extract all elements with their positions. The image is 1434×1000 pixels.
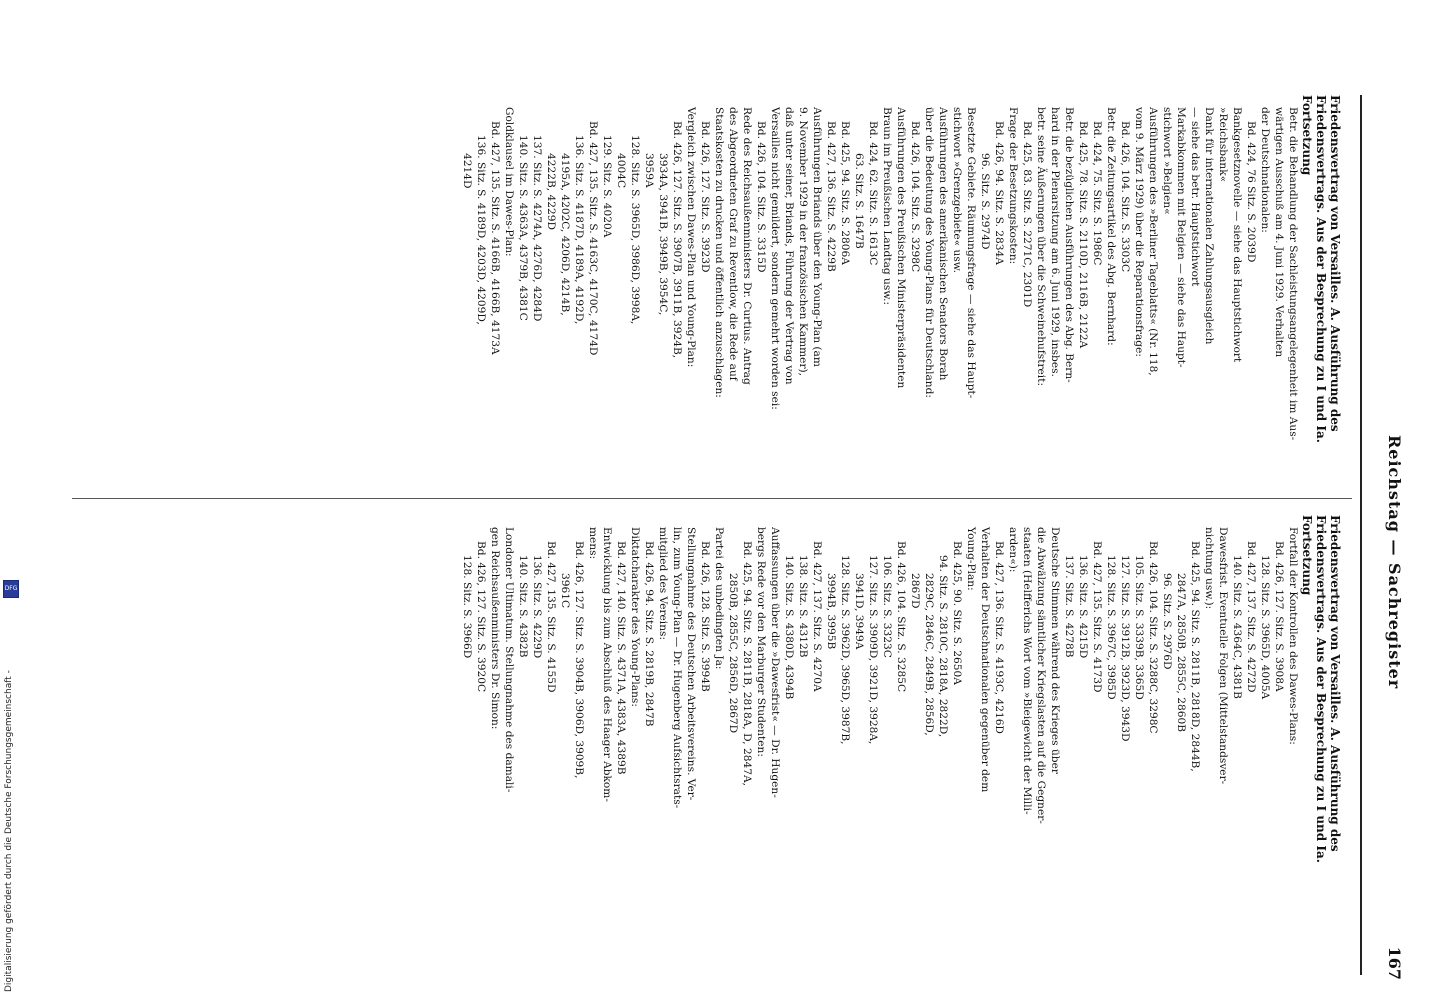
index-entry: wärtigen Ausschuß am 4. Juni 1929. Verhalten: [1273, 107, 1285, 358]
index-entry: Bd. 427, 137. Sitz. S. 4272D: [1245, 541, 1257, 693]
index-entry: Ausführungen des »Berliner Tageblatts« (Nr. 118,: [1147, 107, 1159, 376]
index-entry: betr. seine Äußerungen über die Schweinehufstreit:: [1035, 107, 1047, 387]
index-entry: 136. Sitz. S. 4215D: [1077, 555, 1089, 659]
index-entry: 140. Sitz. S. 4380D, 4394B: [783, 555, 795, 700]
index-entry: Dawesfrist. Eventuelle Folgen (Mittelstandsver-: [1217, 527, 1229, 785]
index-entry: Betr. die bezüglichen Ausführungen des Abg. Bern-: [1063, 107, 1075, 383]
index-entry: Bd. 426, 127. Sitz. S. 3904B, 3906D, 3909B,: [573, 541, 585, 779]
index-entry: Rede des Reichsaußenministers Dr. Curtius. Antrag: [741, 107, 753, 385]
index-entry: Bd. 426, 94. Sitz. S. 2819B, 2847B: [643, 541, 655, 727]
entry-heading: Friedensvertrag von Versailles. A. Ausführung des: [1328, 95, 1342, 432]
index-entry: 2850B, 2855C, 2856D, 2867D: [727, 573, 739, 734]
index-entry: 2867D: [909, 573, 921, 609]
index-entry: Staatskosten zu drucken und öffentlich anzuschlagen:: [713, 107, 725, 398]
index-entry: Betr. die Zeitungsartikel des Abg. Bernhard:: [1105, 107, 1117, 346]
index-entry: 106. Sitz. S. 3323C: [881, 555, 893, 658]
index-entry: 128. Sitz. S. 3966D: [461, 555, 473, 659]
index-entry: Bd. 426, 127. Sitz. S. 3920C: [475, 541, 487, 693]
index-entry: 136. Sitz. S. 4187D, 4189A, 4192D,: [573, 135, 585, 325]
index-entry: Auffassungen über die »Dawesfrist« — Dr. Hugen-: [769, 527, 781, 798]
index-entry: Bd. 427, 135. Sitz. S. 4166B, 4166B, 4173A: [489, 121, 501, 355]
index-entry: lin, zum Young-Plan — Dr. Hugenberg Aufsichtsrats-: [671, 527, 683, 809]
index-entry: 127. Sitz. S. 3909D, 3921D, 3928A,: [867, 555, 879, 745]
index-entry: 128. Sitz. S. 3967C, 3985D: [1105, 555, 1117, 700]
index-entry: Goldklausel im Dawes-Plan:: [503, 107, 515, 257]
index-entry: 96. Sitz. S. 2976D: [1161, 573, 1173, 670]
page-number: 167: [1385, 946, 1404, 980]
left-column: [460, 95, 1342, 495]
index-entry: 138. Sitz. S. 4312B: [797, 555, 809, 658]
index-entry: 137. Sitz. S. 4274A, 4276D, 4284D: [531, 135, 543, 322]
index-entry: stichwort »Belgien«: [1161, 107, 1173, 215]
index-entry: Diktatcharakter des Young-Plans:: [629, 527, 641, 707]
index-entry: 3994B, 3995B: [825, 573, 837, 650]
index-entry: 140. Sitz. S. 4364C, 4381B: [1231, 555, 1243, 699]
index-entry: 9. November 1929 in der französischen Kammer),: [797, 107, 809, 377]
index-entry: 140. Sitz. S. 4363A, 4379B, 4381C: [517, 135, 529, 321]
index-entry: Bd. 426, 104. Sitz. S. 3303C: [1119, 121, 1131, 273]
index-entry: Besetzte Gebiete. Räumungsfrage — siehe das Haupt-: [965, 107, 977, 399]
index-entry: Bd. 425, 94. Sitz. S. 2811B, 2818D, 2844B,: [1189, 541, 1201, 772]
index-entry: mens:: [587, 527, 599, 560]
credit-text: Digitalisierung gefördert durch die Deutsche Forschungsgemeinschaft -: [4, 670, 14, 992]
index-entry: daß unter seiner, Briands, Führung der Vertrag von: [783, 107, 795, 385]
index-entry: Bankgesetznovelle — siehe das Hauptstichwort: [1231, 107, 1243, 363]
index-entry: 2829C, 2846C, 2849B, 2856D,: [923, 573, 935, 736]
index-entry: Young-Plan:: [965, 527, 977, 591]
index-entry: 4214D: [461, 153, 473, 189]
entry-heading: Friedensvertrag von Versailles. A. Ausführung des: [1328, 515, 1342, 852]
index-entry: 128. Sitz. S. 3962D, 3965D, 3987B,: [839, 555, 851, 745]
index-entry: 105. Sitz. S. 3339B, 3365D: [1133, 555, 1145, 700]
index-entry: 128. Sitz. S. 3965D, 3986D, 3998A,: [629, 135, 641, 325]
index-entry: des Abgeordneten Graf zu Reventlow, die Rede auf: [727, 107, 739, 381]
index-entry: Ausführungen Briands über den Young-Plan (am: [811, 107, 823, 367]
index-entry: Bd. 427, 135. Sitz. S. 4173D: [1091, 541, 1103, 693]
index-entry: 128. Sitz. S. 3965D, 4005A: [1259, 555, 1271, 700]
index-entry: — siehe das betr. Hauptstichwort: [1189, 107, 1201, 287]
index-entry: Londoner Ultimatum. Stellungnahme des damali-: [503, 527, 515, 793]
index-entry: Bd. 424, 62. Sitz. S. 1613C: [867, 121, 879, 266]
running-header: [1374, 120, 1404, 980]
index-entry: Bd. 427, 135. Sitz. S. 4163C, 4170C, 4174D: [587, 121, 599, 356]
index-entry: arden«):: [1007, 527, 1019, 573]
index-entry: 63. Sitz. S. 1647B: [853, 153, 865, 249]
index-entry: über die Bedeutung des Young-Plans für Deutschland:: [923, 107, 935, 398]
index-entry: hard in der Plenarsitzung am 6. Juni 1929, insbes.: [1049, 107, 1061, 377]
index-entry: Bd. 426, 104. Sitz. S. 3298C: [909, 121, 921, 273]
index-entry: 127. Sitz. S. 3912B, 3923D, 3943D: [1119, 555, 1131, 742]
index-entry: 4222B, 4229D: [545, 153, 557, 230]
index-entry: Bd. 427, 137. Sitz. S. 4270A: [811, 541, 823, 692]
index-entry: Braun im Preußischen Landtag usw.:: [881, 107, 893, 306]
index-entry: Betr. die Behandlung der Sachleistungsangelegenheit im Aus-: [1287, 107, 1299, 441]
entry-heading: Fortsetzung: [1300, 95, 1314, 176]
index-entry: 3959A: [643, 153, 655, 188]
index-entry: Bd. 426, 104. Sitz. S. 3285C: [895, 541, 907, 693]
index-entry: 3961C: [559, 573, 571, 609]
dfg-logo: DFG: [3, 580, 19, 598]
index-entry: Bd. 427, 140. Sitz. S. 4371A, 4383A, 4389B: [615, 541, 627, 775]
index-entry: staaten (Helfferichs Wort vom »Bleigewicht der Milli-: [1021, 527, 1033, 815]
index-entry: Bd. 427, 136. Sitz. S. 4193C, 4216D: [993, 541, 1005, 734]
entry-heading: Friedensvertrags. Aus der Besprechung zu I und Ia.: [1314, 95, 1328, 443]
index-entry: Vergleich zwischen Dawes-Plan und Young-Plan:: [685, 107, 697, 368]
index-entry: Frage der Besetzungskosten:: [1007, 107, 1019, 265]
index-entry: die Abwälzung sämtlicher Kriegslasten auf die Gegner-: [1035, 527, 1047, 824]
index-entry: Versailles nicht gemildert, sondern gemehrt worden sei:: [769, 107, 781, 410]
index-entry: 136. Sitz. S. 4189D, 4203D, 4209D,: [475, 135, 487, 325]
index-entry: Entwicklung bis zum Abschluß des Haager Abkom-: [601, 527, 613, 802]
index-entry: gen Reichsaußenministers Dr. Simon:: [489, 527, 501, 730]
index-entry: Markabkommen mit Belgien — siehe das Haupt-: [1175, 107, 1187, 368]
index-entry: Fortfall der Kontrollen des Dawes-Plans:: [1287, 527, 1299, 745]
index-entry: 136. Sitz. S. 4229D: [531, 555, 543, 659]
index-entry: Bd. 427, 136. Sitz. S. 4229B: [825, 121, 837, 272]
index-entry: Bd. 426, 128. Sitz. S. 3994B: [699, 541, 711, 692]
index-entry: Ausführungen des Preußischen Ministerpräsidenten: [895, 107, 907, 389]
header-rule: [1360, 95, 1362, 975]
header-title: Reichstag — Sachregister: [1385, 435, 1404, 690]
index-entry: 3941D, 3949A: [853, 573, 865, 650]
index-entry: Bd. 425, 94. Sitz. S. 2811B, 2818A, D, 2847A,: [741, 541, 753, 786]
entry-heading: Friedensvertrags. Aus der Besprechung zu I und Ia.: [1314, 515, 1328, 863]
index-entry: Bd. 426, 127. Sitz. S. 3923D: [699, 121, 711, 273]
index-entry: Bd. 426, 127. Sitz. S. 3907B, 3911B, 3924B,: [671, 121, 683, 359]
index-entry: Bd. 424, 75. Sitz. S. 1986C: [1091, 121, 1103, 266]
index-entry: Stellungnahme des Deutschen Arbeitsvereins. Ver-: [685, 527, 697, 801]
index-entry: Bd. 425, 90. Sitz. S. 2650A: [951, 541, 963, 685]
index-entry: 137. Sitz. S. 4278B: [1063, 555, 1075, 658]
index-entry: 4004C: [615, 153, 627, 189]
index-entry: Ausführungen des amerikanischen Senators Borah: [937, 107, 949, 381]
index-entry: nichtung usw.):: [1203, 527, 1215, 610]
index-entry: Bd. 425, 94. Sitz. S. 2806A: [839, 121, 851, 265]
entry-heading: Fortsetzung: [1300, 515, 1314, 596]
index-entry: Bd. 425, 83. Sitz. S. 2271C, 2301D: [1021, 121, 1033, 308]
index-entry: 94. Sitz. S. 2810C, 2818A, 2822D,: [937, 555, 949, 738]
index-entry: 129. Sitz. S. 4020A: [601, 135, 613, 238]
right-column: [460, 515, 1342, 915]
column-divider: [72, 498, 1352, 499]
index-entry: Bd. 426, 104. Sitz. S. 3315D: [755, 121, 767, 273]
index-entry: 4195A, 4202C, 4206D, 4214B,: [559, 153, 571, 316]
index-entry: Deutsche Stimmen während des Krieges über: [1049, 527, 1061, 774]
index-entry: 96. Sitz. S. 2974D: [979, 153, 991, 250]
index-entry: Bd. 426, 127. Sitz. S. 3908A: [1273, 541, 1285, 692]
index-entry: Partei des unbedingten Ja:: [713, 527, 725, 670]
index-entry: mitglied des Vereins:: [657, 527, 669, 641]
index-entry: Bd. 426, 104. Sitz. S. 3288C, 3298C: [1147, 541, 1159, 734]
index-entry: 140. Sitz. S. 4382B: [517, 555, 529, 658]
index-entry: Bd. 425, 78. Sitz. S. 2110D, 2116B, 2122A: [1077, 121, 1089, 349]
index-entry: 2847A, 2850B, 2855C, 2860B: [1175, 573, 1187, 732]
index-entry: Verhalten der Deutschnationalen gegenüber dem: [979, 527, 991, 793]
index-entry: Bd. 427, 135. Sitz. S. 4155D: [545, 541, 557, 693]
index-entry: stichwort »Grenzgebiete« usw.: [951, 107, 963, 273]
digitization-credit: [4, 585, 18, 992]
index-entry: bergs Rede vor den Marburger Studenten:: [755, 527, 767, 757]
index-entry: Dank für internationalen Zahlungsausgleich: [1203, 107, 1215, 345]
index-entry: vom 9. März 1929) über die Reparationsfrage:: [1133, 107, 1145, 357]
index-entry: 3934A, 3941B, 3949B, 3954C,: [657, 153, 669, 316]
index-entry: Bd. 426, 94. Sitz. S. 2834A: [993, 121, 1005, 265]
index-entry: der Deutschnationalen:: [1259, 107, 1271, 233]
index-entry: Bd. 424, 76 Sitz. S. 2039D: [1245, 121, 1257, 263]
index-entry: »Reichsbank«: [1217, 107, 1229, 183]
